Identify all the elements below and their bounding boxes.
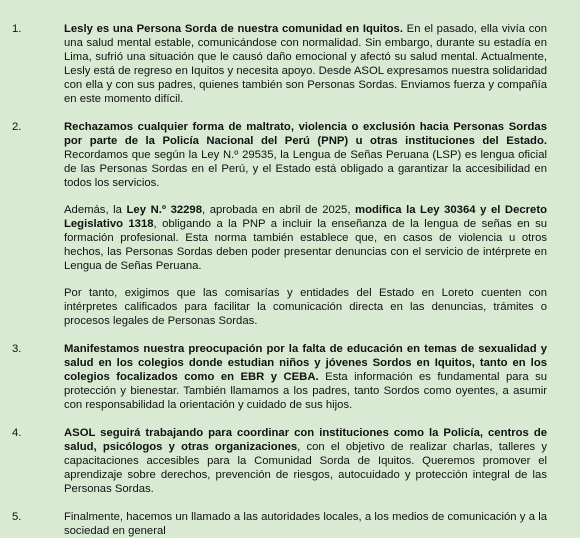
- list-item: [12, 22, 547, 106]
- item-paragraph: [64, 426, 547, 496]
- item-paragraph: Finalmente, hacemos un llamado a las autoridades locales, a los medios de comunicación y a la sociedad en general: [64, 511, 547, 537]
- item-number: 1.: [12, 23, 22, 35]
- item-paragraph: [64, 286, 547, 328]
- bold-text: modifica la Ley 30364 y el Decreto Legislativo 1318: [64, 204, 547, 230]
- item-number: 2.: [12, 121, 22, 133]
- body-text: Esta información es fundamental para su protección y bienestar. También llamamos a los padres, tanto Sordos como oyentes, a asumir con responsabilidad la orientación y cuidado de sus hijos.: [64, 371, 548, 411]
- body-text: Recordamos que según la Ley N.º 29535, la Lengua de Señas Peruana (LSP) es lengua oficial de las Personas Sordas en el Perú, y el Estado está obligado a garantizar la accesibilidad en todos los servicios.: [64, 149, 547, 189]
- statement-list: [12, 22, 548, 496]
- item-paragraph: [64, 22, 547, 106]
- item-number: 3.: [12, 343, 22, 355]
- item-number: 4.: [12, 427, 22, 439]
- item-number: 5.: [12, 511, 22, 523]
- item-paragraph: [64, 120, 547, 190]
- list-item: [12, 426, 547, 496]
- bold-text: Ley N.º 32298: [126, 204, 202, 216]
- body-text: , aprobada en abril de 2025,: [201, 204, 356, 216]
- bold-text: Rechazamos cualquier forma de maltrato, violencia o exclusión hacia Personas Sordas por parte de la Policía Nacional del Perú (PNP) u otras instituciones del Estado.: [64, 121, 547, 147]
- list-item-cutoff: [12, 510, 547, 537]
- item-paragraph: [64, 342, 547, 412]
- list-item: [12, 120, 548, 328]
- bold-text: Lesly es una Persona Sorda de nuestra comunidad en Iquitos.: [64, 23, 403, 35]
- body-text: , con el objetivo de realizar charlas, talleres y capacitaciones accesibles para la Comunidad Sorda de Iquitos. Queremos promover el aprendizaje sobre derechos, prevención de riesgos, autocuidado y protección integral de las Personas Sordas.: [64, 441, 547, 495]
- body-text: , obligando a la PNP a incluir la enseñanza de la lengua de señas en su formación profesional. Esta norma también establece que, en casos de violencia u otros hechos, las Personas Sordas deben poder presentar denuncias con el servicio de intérprete en Lengua de Señas Peruana.: [64, 218, 548, 272]
- item-paragraph: [64, 203, 547, 273]
- list-item: [12, 342, 548, 412]
- body-text: Por tanto, exigimos que las comisarías y entidades del Estado en Loreto cuenten con intérpretes calificados para facilitar la comunicación directa en las denuncias, trámites o procesos legales de Personas Sordas.: [64, 287, 547, 327]
- body-text: En el pasado, ella vivía con una salud mental estable, comunicándose con normalidad. Sin embargo, durante su estadía en Lima, sufrió una situación que le causó daño emocional y afectó su salud mental. Actualmente, Lesly está de regreso en Iquitos y necesita apoyo. Desde ASOL expresamos nuestra solidaridad con ella y con sus padres, quienes también son Personas Sordas. Enviamos fuerza y compañía en este momento difícil.: [64, 23, 547, 105]
- bold-text: ASOL seguirá trabajando para coordinar con instituciones como la Policía, centros de salud, psicólogos y otras organizaciones: [64, 427, 547, 453]
- body-text: Además, la: [64, 204, 127, 216]
- bold-text: Manifestamos nuestra preocupación por la falta de educación en temas de sexualidad y salud en los colegios donde estudian niños y jóvenes Sordos en Iquitos, tanto en los colegios focalizados como en EBR y CEBA.: [64, 343, 547, 383]
